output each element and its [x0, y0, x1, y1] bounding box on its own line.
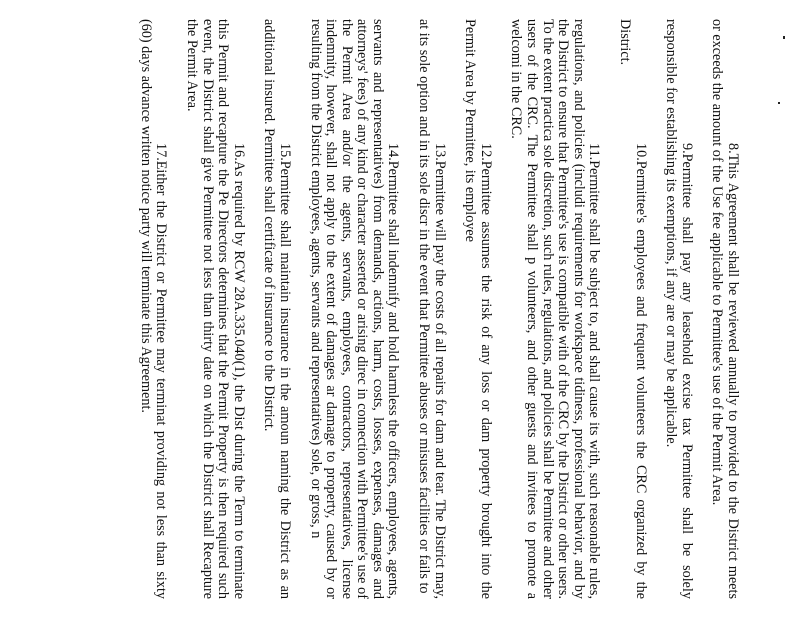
scan-speck: [778, 102, 780, 104]
paragraph-number: 15.: [276, 143, 293, 161]
paragraph: [261, 19, 292, 599]
paragraph: [616, 19, 647, 599]
paragraph: [416, 19, 447, 599]
paragraph: [663, 19, 694, 599]
paragraph: [508, 19, 602, 599]
paragraph-text: Permittee shall maintain insurance in the amoun naming the District as an additional insured. Permittee shall certificate of insurance to the District.: [261, 19, 293, 599]
paragraph-number: 13.: [431, 143, 448, 161]
paragraph-number: 10.: [632, 143, 649, 161]
paragraph-number: 17.: [153, 143, 170, 161]
paragraph: [307, 19, 401, 599]
paragraph-text: Permittee shall be subject to, and shall cause its with, such reasonable rules, regulations, and policies (includi requirements for workspace tidiness, professional behavior, and by the District to ensure that Permittee's use is compatible with of the CRC by the District or other users. To the extent practica sole discretion, such rules, regulations, and policies shall be Permittee and other users of the CRC. The Permittee shall p volunteers, and other guests and invitees to promote a welcomi in the CRC.: [508, 19, 603, 599]
paragraph-number: 8.: [725, 143, 741, 154]
paragraph: [709, 19, 740, 599]
scan-speck: [783, 36, 785, 39]
paragraph-text: As required by RCW 28A.335.040(1), the Dist during the Term to terminate this Permit and recapture the Pe Directors determines that the Permit Property is then required such event, the District shall give Permittee not less than thirty date on which the District shall Recapture the Permit Area.: [183, 19, 247, 599]
paragraph-text: Either the District or Permittee may terminat providing not less than sixty (60) days advance written notice party will terminate this Agreement.: [137, 19, 170, 599]
paragraph-text: Permittee assumes the risk of any loss or dam property brought into the Permit Area by Permittee, its employee: [462, 19, 494, 599]
paragraph: [137, 19, 168, 599]
paragraph-text: Permittee's employees and frequent volunteers the CRC organized by the District.: [617, 19, 649, 599]
paragraph-text: Permittee shall pay any leasehold excise tax Permittee shall be solely responsible for establishing its exemptions, if any are or may be applicable.: [663, 19, 695, 599]
paragraph: [462, 19, 493, 599]
paragraph-number: 12.: [477, 143, 494, 161]
paragraph-number: 9.: [678, 143, 695, 154]
paragraph-number: 11.: [586, 143, 603, 161]
paragraph-number: 16.: [230, 143, 247, 161]
paragraph-number: 14.: [385, 143, 402, 161]
paragraph-text: Permittee will pay the costs of all repairs for dam and tear. The District may, at its sole option and in its sole discr in the event that Permittee abuses or misuses facilities or fails to: [416, 19, 448, 599]
paragraph-text: This Agreement shall be reviewed annually to provided to the District meets or exceeds the amount of the Use fee applicable to Permittee's use of the Permit Area.: [709, 19, 741, 599]
rotated-document-page: [60, 19, 740, 599]
paragraph-text: Permittee shall indemnify and hold harmless the officers, employees, agents, servants and representatives) from demands, actions, harm, costs, losses, expenses, damages and attorneys' fees) of any kind or character asserted or arising direc in connection with Permittee's use of the Permit Area and/or the agents, servants, employees, contractors, representatives, license indemnity, however, shall not apply to the extent of damages ar damage to property, caused by or resulting from the District employees, agents, servants and representatives) sole, or gross, n: [307, 19, 402, 599]
paragraph: [183, 19, 245, 599]
